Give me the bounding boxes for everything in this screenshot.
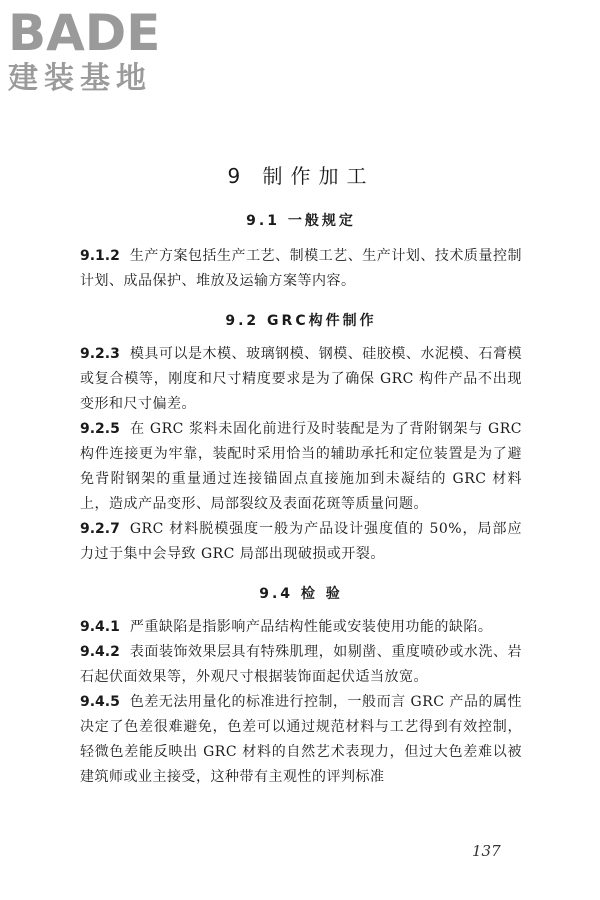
clause-number: 9.4.1: [80, 619, 120, 635]
page-number: 137: [472, 842, 501, 860]
clause-paragraph: [80, 244, 522, 294]
clause-text: 生产方案包括生产工艺、制模工艺、生产计划、技术质量控制计划、成品保护、堆放及运输方案等内容。: [80, 248, 522, 289]
clause-paragraph: [80, 517, 522, 567]
clause-text: 在 GRC 浆料未固化前进行及时装配是为了背附钢架与 GRC 构件连接更为牢靠，装配时采用恰当的辅助承托和定位装置是为了避免背附钢架的重量通过连接锚固点直接施加到未凝结的 GRC 材料上，造成产品变形、局部裂纹及表面花斑等质量问题。: [80, 421, 522, 512]
clause-text: 严重缺陷是指影响产品结构性能或安装使用功能的缺陷。: [129, 619, 493, 635]
clause-text: 色差无法用量化的标准进行控制，一般而言 GRC 产品的属性决定了色差很难避免，色差可以通过规范材料与工艺得到有效控制，轻微色差能反映出 GRC 材料的自然艺术表现力，但过大色差难以被建筑师或业主接受，这种带有主观性的评判标准: [80, 694, 522, 785]
clause-number: 9.2.5: [80, 421, 120, 437]
section-title: 9.2 GRC构件制作: [225, 313, 377, 329]
clause-number: 9.2.3: [80, 346, 120, 362]
clause-text: 表面装饰效果层具有特殊肌理，如剔凿、重度喷砂或水洗、岩石起伏面效果等，外观尺寸根据装饰面起伏适当放宽。: [80, 644, 522, 685]
section-title: 9.4 检 验: [259, 586, 343, 602]
logo-chinese-text: 建装基地: [8, 61, 152, 96]
document-body: [80, 206, 522, 790]
clause-number: 9.4.5: [80, 694, 120, 710]
logo-wordmark: BADE: [8, 4, 161, 62]
clause-paragraph: [80, 690, 522, 790]
clause-paragraph: [80, 342, 522, 417]
clause-number: 9.4.2: [80, 644, 120, 660]
section-title: 9.1 一般规定: [246, 213, 356, 229]
clause-text: GRC 材料脱模强度一般为产品设计强度值的 50%，局部应力过于集中会导致 GRC 局部出现破损或开裂。: [80, 521, 522, 562]
clause-number: 9.2.7: [80, 521, 120, 537]
bade-logo: [8, 6, 178, 96]
clause-paragraph: [80, 417, 522, 517]
clause-paragraph: [80, 640, 522, 690]
chapter-title: 9 制作加工: [227, 164, 375, 188]
clause-text: 模具可以是木模、玻璃钢模、钢模、硅胶模、水泥模、石膏模或复合模等，刚度和尺寸精度要求是为了确保 GRC 构件产品不出现变形和尺寸偏差。: [80, 346, 522, 412]
clause-number: 9.1.2: [80, 248, 120, 264]
clause-paragraph: [80, 615, 522, 640]
